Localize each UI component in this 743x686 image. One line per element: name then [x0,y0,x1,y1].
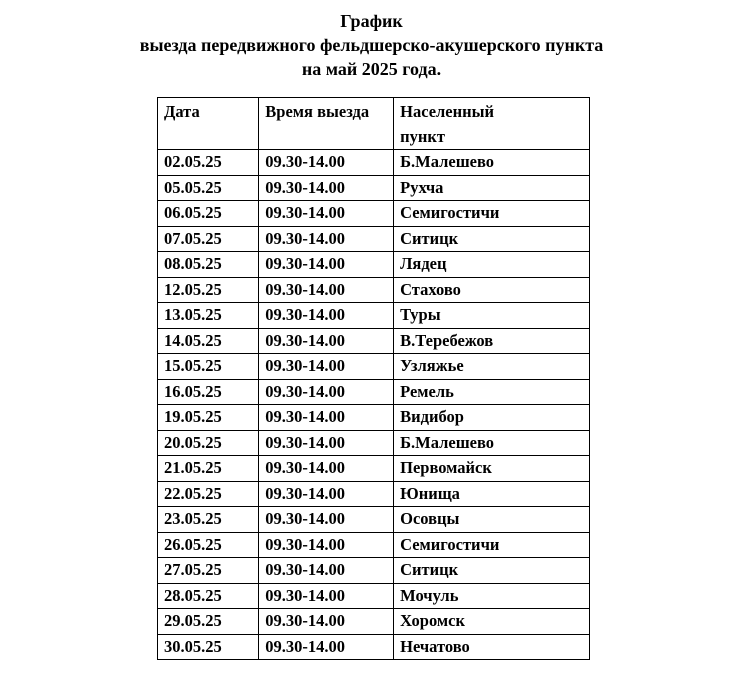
table-row [158,481,590,507]
cell-place: Мочуль [394,583,590,609]
cell-time: 09.30-14.00 [259,328,394,354]
cell-place: Ситицк [394,226,590,252]
cell-place: Ремель [394,379,590,405]
cell-date: 26.05.25 [158,532,259,558]
table-row [158,583,590,609]
title-line-3: на май 2025 года. [301,59,442,79]
cell-place: Стахово [394,277,590,303]
cell-place: Семигостичи [394,201,590,227]
cell-time: 09.30-14.00 [259,507,394,533]
cell-date: 30.05.25 [158,634,259,660]
table-row [158,405,590,431]
title-line-1: График [340,11,403,31]
cell-time: 09.30-14.00 [259,405,394,431]
table-row [158,201,590,227]
cell-place: Узляжье [394,354,590,380]
table-row [158,456,590,482]
cell-time: 09.30-14.00 [259,532,394,558]
cell-place: Лядец [394,252,590,278]
cell-place: Первомайск [394,456,590,482]
header-place-line-1: Населенный [400,102,495,121]
table-row [158,226,590,252]
table-row [158,354,590,380]
cell-place: Туры [394,303,590,329]
cell-time: 09.30-14.00 [259,583,394,609]
cell-place: Семигостичи [394,532,590,558]
cell-date: 08.05.25 [158,252,259,278]
table-row [158,252,590,278]
cell-place: Ситицк [394,558,590,584]
cell-place: Нечатово [394,634,590,660]
header-date: Дата [158,98,259,150]
table-row [158,379,590,405]
schedule-body [158,150,590,660]
cell-place: Осовцы [394,507,590,533]
table-row [158,430,590,456]
table-row [158,532,590,558]
cell-time: 09.30-14.00 [259,175,394,201]
cell-date: 22.05.25 [158,481,259,507]
cell-date: 20.05.25 [158,430,259,456]
cell-time: 09.30-14.00 [259,226,394,252]
cell-time: 09.30-14.00 [259,379,394,405]
cell-time: 09.30-14.00 [259,252,394,278]
table-row [158,175,590,201]
header-time: Время выезда [259,98,394,150]
cell-place: Юнища [394,481,590,507]
header-place-line-2: пункт [400,127,445,146]
cell-date: 28.05.25 [158,583,259,609]
cell-date: 02.05.25 [158,150,259,176]
table-row [158,609,590,635]
cell-date: 19.05.25 [158,405,259,431]
cell-date: 05.05.25 [158,175,259,201]
table-row [158,150,590,176]
cell-time: 09.30-14.00 [259,303,394,329]
header-place [394,98,590,150]
cell-place: Б.Малешево [394,150,590,176]
cell-time: 09.30-14.00 [259,150,394,176]
cell-time: 09.30-14.00 [259,609,394,635]
cell-date: 23.05.25 [158,507,259,533]
cell-time: 09.30-14.00 [259,277,394,303]
title-line-2: выезда передвижного фельдшерско-акушерского пункта [139,35,604,55]
table-header-row [158,98,590,150]
cell-date: 21.05.25 [158,456,259,482]
cell-date: 13.05.25 [158,303,259,329]
cell-place: Хоромск [394,609,590,635]
cell-date: 27.05.25 [158,558,259,584]
cell-date: 07.05.25 [158,226,259,252]
cell-date: 12.05.25 [158,277,259,303]
table-row [158,507,590,533]
cell-time: 09.30-14.00 [259,354,394,380]
cell-time: 09.30-14.00 [259,456,394,482]
cell-time: 09.30-14.00 [259,481,394,507]
cell-place: Б.Малешево [394,430,590,456]
document-title [0,9,743,81]
cell-time: 09.30-14.00 [259,430,394,456]
table-row [158,328,590,354]
cell-place: В.Теребежов [394,328,590,354]
cell-time: 09.30-14.00 [259,201,394,227]
cell-date: 16.05.25 [158,379,259,405]
cell-date: 14.05.25 [158,328,259,354]
table-row [158,277,590,303]
table-row [158,303,590,329]
schedule-table [157,97,590,660]
cell-time: 09.30-14.00 [259,558,394,584]
table-row [158,634,590,660]
cell-date: 15.05.25 [158,354,259,380]
table-row [158,558,590,584]
cell-date: 06.05.25 [158,201,259,227]
cell-time: 09.30-14.00 [259,634,394,660]
cell-place: Видибор [394,405,590,431]
cell-place: Рухча [394,175,590,201]
cell-date: 29.05.25 [158,609,259,635]
